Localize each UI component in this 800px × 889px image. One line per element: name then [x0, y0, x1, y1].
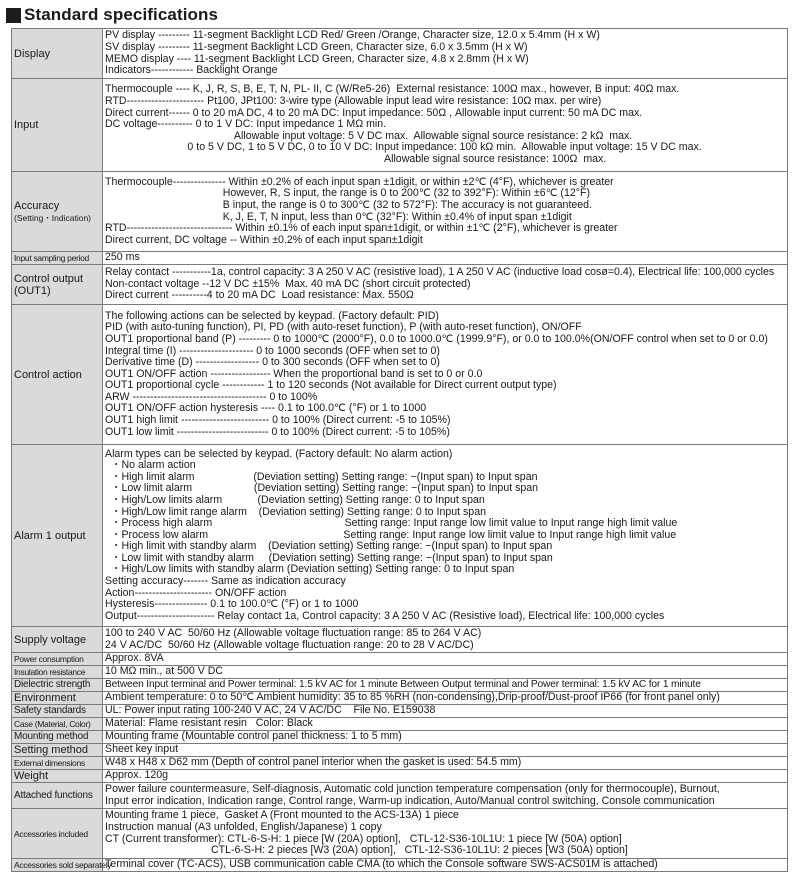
spec-row	[12, 783, 788, 809]
spec-label: Environment	[14, 692, 76, 704]
spec-value-cell	[103, 79, 788, 172]
spec-value-cell	[103, 172, 788, 252]
spec-row	[12, 859, 788, 872]
spec-label: Accessories included	[14, 828, 88, 839]
spec-label: External dimensions	[14, 758, 85, 768]
spec-label: Display	[14, 47, 51, 60]
spec-label: Power consumption	[14, 654, 84, 664]
spec-value-cell	[103, 252, 788, 265]
spec-value-line: B input, the range is 0 to 300℃ (32 to 572°F): The accuracy is not guaranteed.	[105, 198, 593, 211]
spec-value-line: Thermocouple--------------- Within ±0.2% of each input span ±1digit, or within ±2℃ (4°F), whichever is greater	[105, 175, 614, 188]
spec-value-line: Input error indication, Indication range, Control range, Warm-up indication, Auto/Manual control switching, Console communication	[105, 794, 715, 807]
spec-value-line: DC voltage---------- 0 to 1 V DC: Input impedance 1 MΩ min.	[105, 118, 387, 131]
spec-label-cell	[12, 79, 103, 172]
spec-row	[12, 692, 788, 705]
spec-value-line: Power failure countermeasure, Self-diagnosis, Automatic cold junction temperature compensation (only for thermocouple), Burnout,	[105, 782, 720, 795]
spec-label: Input sampling period	[14, 253, 89, 263]
spec-row	[12, 809, 788, 859]
spec-row	[12, 757, 788, 770]
spec-value-line: ・High/Low limit range alarm (Deviation setting) Setting range: 0 to Input span	[105, 505, 486, 518]
spec-label-cell	[12, 653, 103, 666]
spec-label-cell	[12, 305, 103, 445]
spec-value-cell	[103, 744, 788, 757]
spec-value-line: RTD---------------------- Pt100, JPt100: 3-wire type (Allowable input lead wire resistance: 10Ω max. per wire)	[105, 95, 602, 108]
spec-value-line: 100 to 240 V AC 50/60 Hz (Allowable voltage fluctuation range: 85 to 264 V AC)	[105, 626, 482, 639]
spec-value-line: ARW -------------------------------------- 0 to 100%	[105, 390, 318, 403]
spec-value-line: RTD------------------------------ Within ±0.1% of each input span±1digit, or within ±1℃ (2°F), whichever is greater	[105, 222, 618, 235]
spec-value-line: OUT1 ON/OFF action ----------------- When the proportional band is set to 0 or 0.0	[105, 367, 483, 380]
spec-label: Case (Material, Color)	[14, 719, 91, 729]
spec-value-line: OUT1 proportional band (P) --------- 0 to 1000℃ (2000°F), 0.0 to 1000.0℃ (1999.9°F), or 0.0 to 100.0%(ON/OFF control when set to 0 or 0.0)	[105, 332, 768, 345]
spec-label-cell	[12, 770, 103, 783]
spec-label-cell	[12, 666, 103, 679]
spec-row	[12, 718, 788, 731]
spec-row	[12, 770, 788, 783]
spec-row	[12, 79, 788, 172]
spec-value-cell	[103, 731, 788, 744]
spec-label: Accessories sold separately	[14, 860, 112, 870]
spec-value-line: Alarm types can be selected by keypad. (Factory default: No alarm action)	[105, 447, 453, 460]
spec-label-cell	[12, 679, 103, 692]
spec-value-line: OUT1 proportional cycle ------------ 1 to 120 seconds (Not available for Direct current output type)	[105, 379, 557, 392]
spec-label-cell	[12, 692, 103, 705]
spec-value-line: Output---------------------- Relay contact 1a, Control capacity: 3 A 250 V AC (Resistive load), Electrical life: 100,000 cycles	[105, 609, 665, 622]
spec-value-line: Allowable signal source resistance: 100Ω max.	[105, 152, 607, 165]
spec-label: Input	[14, 119, 39, 131]
spec-value-cell	[103, 305, 788, 445]
spec-label: Insulation resistance	[14, 667, 86, 677]
spec-value-line: ・High limit alarm (Deviation setting) Setting range: −(Input span) to Input span	[105, 470, 538, 483]
spec-value-cell	[103, 757, 788, 770]
spec-value-line: ・Process high alarm Setting range: Input range low limit value to Input range high limit value	[105, 517, 678, 530]
spec-label: Mounting method	[14, 731, 89, 742]
spec-row	[12, 445, 788, 627]
spec-value-cell	[103, 445, 788, 627]
spec-value-line: UL: Power input rating 100-240 V AC, 24 V AC/DC File No. E159038	[105, 704, 436, 717]
spec-label: Control action	[14, 368, 82, 381]
spec-value-line: Setting accuracy------- Same as indication accuracy	[105, 575, 346, 588]
spec-label-cell	[12, 744, 103, 757]
spec-label: Setting method	[14, 744, 88, 756]
spec-value-cell	[103, 627, 788, 653]
spec-value-line: Mounting frame (Mountable control panel thickness: 1 to 5 mm)	[105, 730, 402, 743]
spec-row	[12, 305, 788, 445]
spec-value-cell	[103, 770, 788, 783]
spec-table-body	[12, 29, 788, 872]
spec-row	[12, 744, 788, 757]
spec-value-line: Thermocouple ---- K, J, R, S, B, E, T, N, PL- II, C (W/Re5-26) External resistance: 100Ω max., however, B input: 40Ω max.	[105, 83, 680, 96]
spec-value-cell	[103, 29, 788, 79]
spec-value-line: 24 V AC/DC 50/60 Hz (Allowable voltage fluctuation range: 20 to 28 V AC/DC)	[105, 638, 474, 651]
spec-value-line: Ambient temperature: 0 to 50℃ Ambient humidity: 35 to 85 %RH (non-condensing),Drip-proof/Dust-proof IP66 (for front panel only)	[105, 691, 720, 704]
spec-value-line: W48 x H48 x D62 mm (Depth of control panel interior when the gasket is used: 54.5 mm)	[105, 756, 522, 769]
spec-row	[12, 29, 788, 79]
spec-value-line: The following actions can be selected by keypad. (Factory default: PID)	[105, 309, 439, 322]
spec-label: Control output (OUT1)	[14, 272, 84, 297]
spec-value-line: OUT1 low limit -------------------------- 0 to 100% (Direct current: -5 to 105%)	[105, 425, 450, 438]
spec-label-cell	[12, 783, 103, 809]
spec-row	[12, 627, 788, 653]
spec-row	[12, 265, 788, 305]
spec-label: Alarm 1 output	[14, 529, 86, 542]
spec-value-line: Approx. 120g	[105, 769, 169, 782]
spec-row	[12, 679, 788, 692]
spec-value-line: Integral time (I) --------------------- 0 to 1000 seconds (OFF when set to 0)	[105, 344, 440, 357]
spec-row	[12, 666, 788, 679]
spec-value-cell	[103, 265, 788, 305]
spec-value-line: Indicators------------ Backlight Orange	[105, 64, 278, 77]
spec-value-line: CT (Current transformer): CTL-6-S-H: 1 piece [W (20A) option], CTL-12-S36-10L1U: 1 piece [W (50A) option]	[105, 832, 622, 845]
spec-table	[11, 28, 788, 872]
spec-value-line: PID (with auto-tuning function), PI, PD (with auto-reset function), P (with auto-reset function), ON/OFF	[105, 321, 582, 334]
spec-label: Weight	[14, 770, 49, 782]
spec-value-line: OUT1 ON/OFF action hysteresis ---- 0.1 to 100.0℃ (°F) or 1 to 1000	[105, 402, 427, 415]
spec-value-line: Approx. 8VA	[105, 652, 164, 665]
spec-value-line: 0 to 5 V DC, 1 to 5 V DC, 0 to 10 V DC: Input impedance: 100 kΩ min. Allowable input voltage: 15 V DC max.	[105, 141, 702, 154]
section-title	[6, 4, 218, 26]
spec-value-line: Direct current------ 0 to 20 mA DC, 4 to 20 mA DC: Input impedance: 50Ω , Allowable input current: 50 mA DC max.	[105, 106, 643, 119]
spec-value-cell	[103, 666, 788, 679]
spec-value-line: Instruction manual (A3 unfolded, English/Japanese) 1 copy	[105, 820, 382, 833]
spec-value-line: CTL-6-S-H: 2 pieces [W3 (20A) option], CTL-12-S36-10L1U: 2 pieces [W3 (50A) option]	[105, 844, 628, 857]
spec-value-line: Sheet key input	[105, 743, 179, 756]
spec-value-cell	[103, 859, 788, 872]
spec-label: Accuracy	[14, 199, 60, 212]
spec-value-line: Terminal cover (TC-ACS), USB communication cable CMA (to which the Console software SWS-ACS01M is attached)	[105, 858, 658, 871]
spec-row	[12, 172, 788, 252]
spec-label-cell	[12, 29, 103, 79]
spec-value-line: Non-contact voltage --12 V DC ±15% Max. 40 mA DC (short circuit protected)	[105, 277, 471, 290]
spec-value-line: MEMO display ---- 11-segment Backlight LCD Green, Character size, 4.8 x 2.8mm (H x W)	[105, 52, 529, 65]
spec-value-line: Allowable input voltage: 5 V DC max. Allowable signal source resistance: 2 kΩ max.	[105, 129, 633, 142]
spec-value-line: Direct current, DC voltage -- Within ±0.2% of each input span±1digit	[105, 233, 423, 246]
spec-value-cell	[103, 809, 788, 859]
spec-row	[12, 653, 788, 666]
spec-value-line: ・No alarm action	[105, 459, 196, 472]
spec-value-line: ・Low limit with standby alarm (Deviation setting) Setting range: −(Input span) to Input span	[105, 551, 553, 564]
spec-value-line: Hysteresis--------------- 0.1 to 100.0℃ (°F) or 1 to 1000	[105, 598, 359, 611]
spec-label-cell	[12, 445, 103, 627]
spec-value-cell	[103, 692, 788, 705]
title-text: Standard specifications	[24, 5, 219, 24]
spec-value-line: Derivative time (D) ------------------ 0 to 300 seconds (OFF when set to 0)	[105, 356, 440, 369]
spec-value-line: 10 MΩ min., at 500 V DC	[105, 665, 224, 678]
spec-label: Supply voltage	[14, 633, 87, 646]
spec-value-line: ・Process low alarm Setting range: Input range low limit value to Input range high limit value	[105, 528, 677, 541]
spec-value-cell	[103, 653, 788, 666]
spec-value-cell	[103, 679, 788, 692]
spec-value-line: Mounting frame 1 piece, Gasket A (Front mounted to the ACS-13A) 1 piece	[105, 809, 459, 822]
spec-value-line: K, J, E, T, N input, less than 0℃ (32°F): Within ±0.4% of input span ±1digit	[105, 210, 572, 223]
title-square-marker	[6, 8, 21, 23]
spec-label: Safety standards	[14, 705, 86, 716]
spec-value-line: ・High/Low limits with standby alarm (Deviation setting) Setting range: 0 to Input span	[105, 563, 515, 576]
spec-value-line: PV display --------- 11-segment Backlight LCD Red/ Green /Orange, Character size, 12.0 x 5.4mm (H x W)	[105, 29, 600, 42]
spec-row	[12, 731, 788, 744]
spec-label-cell	[12, 172, 103, 252]
spec-row	[12, 705, 788, 718]
spec-value-line: However, R, S input, the range is 0 to 200℃ (32 to 392°F): Within ±6℃ (12°F)	[105, 187, 590, 200]
spec-label: Dielectric strength	[14, 679, 91, 690]
spec-label-cell	[12, 718, 103, 731]
spec-label-cell	[12, 809, 103, 859]
spec-label-cell	[12, 252, 103, 265]
spec-label-cell	[12, 757, 103, 770]
spec-value-line: OUT1 high limit ------------------------- 0 to 100% (Direct current: -5 to 105%)	[105, 414, 451, 427]
spec-value-line: ・Low limit alarm (Deviation setting) Setting range: −(Input span) to Input span	[105, 482, 539, 495]
spec-label-cell	[12, 731, 103, 744]
spec-row	[12, 252, 788, 265]
spec-value-line: Direct current ----------4 to 20 mA DC Load resistance: Max. 550Ω	[105, 289, 414, 302]
spec-value-cell	[103, 783, 788, 809]
spec-value-cell	[103, 705, 788, 718]
spec-value-line: Material: Flame resistant resin Color: Black	[105, 717, 313, 730]
spec-label-cell	[12, 705, 103, 718]
spec-label: Attached functions	[14, 789, 93, 801]
spec-value-line: Action---------------------- ON/OFF action	[105, 586, 287, 599]
spec-value-line: ・High limit with standby alarm (Deviation setting) Setting range: −(Input span) to Input span	[105, 540, 553, 553]
spec-label-cell	[12, 265, 103, 305]
spec-value-line: Relay contact -----------1a, control capacity: 3 A 250 V AC (resistive load), 1 A 250 V AC (inductive load cosø=0.4), Electrical life: 100,000 cycles	[105, 266, 775, 279]
spec-label-cell	[12, 859, 112, 872]
spec-label-cell	[12, 627, 103, 653]
spec-value-cell	[103, 718, 788, 731]
spec-value-line: 250 ms	[105, 251, 140, 264]
spec-value-line: Between Input terminal and Power terminal: 1.5 kV AC for 1 minute Between Output terminal and Power terminal: 1.5 kV AC for 1 minute	[105, 679, 701, 691]
spec-value-line: SV display --------- 11-segment Backlight LCD Green, Character size, 6.0 x 3.5mm (H x W)	[105, 40, 528, 53]
spec-sublabel: (Setting・Indication)	[14, 212, 92, 223]
spec-value-line: ・High/Low limits alarm (Deviation setting) Setting range: 0 to Input span	[105, 493, 485, 506]
